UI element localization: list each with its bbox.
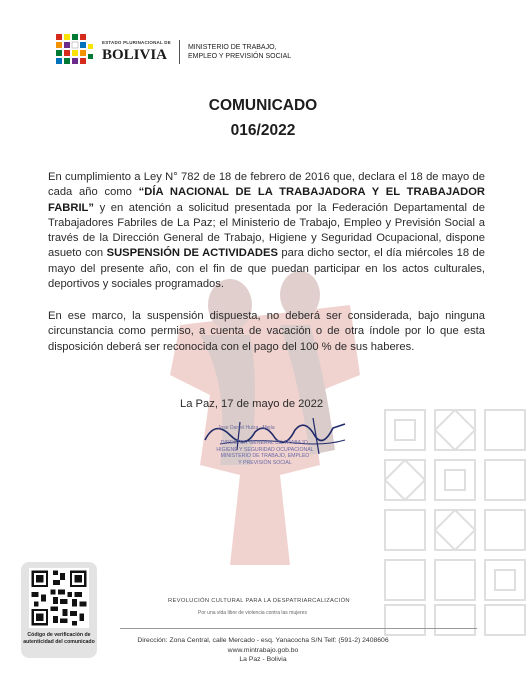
document-number: 016/2022 bbox=[230, 122, 296, 139]
stamp-line-1: DIRECTOR GENERAL DE TRABAJO, bbox=[220, 440, 310, 446]
p1-text-c: y en atención a solicitud presentada por la Federación Departamental de Trabajadores Fabriles de La Paz; el Ministerio de Trabajo, Empleo y Previsión Social a través de la Dirección General de Trabajo, Higiene y Seguridad Ocupacional, dispone asueto con bbox=[48, 201, 485, 260]
p1-text-a: En cumplimiento a Ley N° 782 de 18 de febrero de 2016 que, declara el 18 de mayo de cada año como bbox=[48, 171, 485, 199]
header-divider bbox=[179, 40, 180, 64]
state-label: ESTADO PLURINACIONAL DE bbox=[102, 40, 171, 46]
p1-bold-suspension: SUSPENSIÓN DE ACTIVIDADES bbox=[106, 247, 278, 260]
stamp-line-3: MINISTERIO DE TRABAJO, EMPLEO bbox=[220, 453, 310, 459]
bolivia-emblem-icon bbox=[52, 30, 96, 74]
letterhead bbox=[52, 30, 291, 74]
country-logo-text bbox=[102, 41, 171, 63]
official-stamp bbox=[215, 440, 315, 466]
country-name: BOLIVIA bbox=[102, 46, 168, 63]
footer-website-link[interactable]: www.mintrabajo.gob.bo bbox=[227, 647, 299, 654]
footer-subslogan: Por una vida libre de violencia contra las mujeres bbox=[198, 610, 307, 616]
footer-city: La Paz - Bolivia bbox=[239, 656, 287, 663]
decorative-pattern-icon bbox=[375, 400, 526, 640]
paragraph-1 bbox=[48, 170, 485, 292]
p1-bold-holiday: “DÍA NACIONAL DE LA TRABAJADORA Y EL TRABAJADOR FABRIL” bbox=[48, 186, 485, 214]
stamp-line-2: HIGIENE Y SEGURIDAD OCUPACIONAL bbox=[216, 446, 314, 453]
ministry-name bbox=[188, 43, 291, 62]
qr-caption-line-1: Código de verificación de bbox=[27, 632, 91, 638]
ministry-line-2: EMPLEO Y PREVISIÓN SOCIAL bbox=[187, 53, 292, 60]
document-date: La Paz, 17 de mayo de 2022 bbox=[180, 398, 324, 410]
qr-code-icon[interactable] bbox=[29, 568, 89, 628]
signer-name: Jose Daniel Huiza...Mejía bbox=[218, 425, 275, 431]
qr-caption-line-2: autenticidad del comunicado bbox=[23, 639, 95, 646]
paragraph-2: En ese marco, la suspensión dispuesta, no deberá ser considerada, bajo ninguna circunstancia como permiso, a cuenta de vacación o de otra índole por lo que esta disposición deberá ser reconocida con el pago del 100 % de sus haberes. bbox=[48, 310, 485, 353]
footer-divider bbox=[120, 628, 477, 629]
ministry-line-1: MINISTERIO DE TRABAJO, bbox=[187, 43, 277, 51]
stamp-line-4: Y PREVISIÓN SOCIAL bbox=[238, 459, 292, 466]
footer-slogan: REVOLUCIÓN CULTURAL PARA LA DESPATRIARCALIZACIÓN bbox=[168, 598, 350, 604]
document-title: COMUNICADO bbox=[208, 97, 318, 114]
footer-address: Dirección: Zona Central, calle Mercado - esq. Yanacocha S/N Telf: (591-2) 2408606 bbox=[137, 637, 389, 644]
p1-text-e: para dicho sector, el día miércoles 18 de mayo del presente año, con el fin de que puedan participar en los actos culturales, deportivos y sociales programados. bbox=[48, 247, 485, 291]
